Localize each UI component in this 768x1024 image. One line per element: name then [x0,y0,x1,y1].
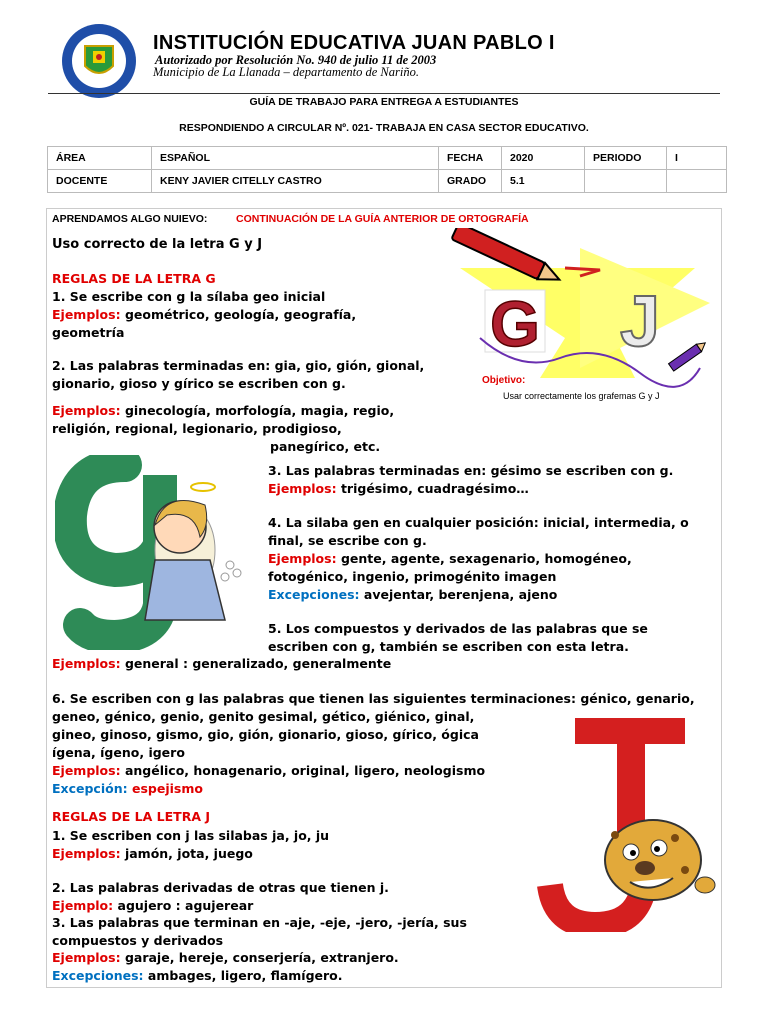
examples-label: Ejemplos: [268,551,337,566]
examples-label: Ejemplos: [52,656,121,671]
rule-g4-examples-cont: fotogénico, ingenio, primogénito imagen [268,569,557,584]
rule-g6: 6. Se escriben con g las palabras que tienen las siguientes terminaciones: génico, genario, [52,691,695,706]
intro-value: CONTINUACIÓN DE LA GUÍA ANTERIOR DE ORTOGRAFÍA [236,213,529,225]
table-row [48,147,727,170]
rule-g5-examples: general : generalizado, generalmente [124,656,392,671]
header-divider [48,93,720,94]
table-cell: 2020 [502,147,585,170]
exceptions-label: Excepciones: [268,587,360,602]
exception-label: Excepción: [52,781,128,796]
examples-label: Ejemplos: [52,307,121,322]
rule-g6-cont1: geneo, génico, genio, genito gesimal, gético, giénico, ginal, [52,709,475,724]
table-row [48,170,727,193]
letter-j-jaguar-illustration [535,710,720,932]
guide-title: GUÍA DE TRABAJO PARA ENTREGA A ESTUDIANTES [249,96,519,108]
authorization-line: Autorizado por Resolución No. 940 de julio 11 de 2003 [155,53,437,67]
rule-g3: 3. Las palabras terminadas en: gésimo se escriben con g. [268,463,674,478]
table-cell: ESPAÑOL [152,147,439,170]
info-table [47,146,727,193]
rule-j1: 1. Se escriben con j las silabas ja, jo, ju [52,828,330,843]
rule-g5-cont: escriben con g, también se escriben con esta letra. [268,639,629,654]
rule-j3-examples: garaje, hereje, conserjería, extranjero. [124,950,399,965]
rule-g4-examples: gente, agente, sexagenario, homogéneo, [340,551,632,566]
location-line: Municipio de La Llanada – departamento de Nariño. [153,65,419,79]
rule-g4-exceptions: avejentar, berenjena, ajeno [363,587,558,602]
exceptions-label: Excepciones: [52,968,144,983]
examples-label: Ejemplos: [52,403,121,418]
examples-label: Ejemplos: [52,763,121,778]
examples-label: Ejemplos: [52,950,121,965]
rule-g3-examples: trigésimo, cuadragésimo… [340,481,529,496]
rule-g4-cont: final, se escribe con g. [268,533,427,548]
rule-g5: 5. Los compuestos y derivados de las palabras que se [268,621,648,636]
rule-g6-examples: angélico, honagenario, original, ligero, neologismo [124,763,486,778]
letter-j-graphic: J [619,282,661,362]
rule-j2-example: agujero : agujerear [117,898,254,913]
rule-j1-examples: jamón, jota, juego [124,846,253,861]
examples-label: Ejemplos: [268,481,337,496]
rule-g1-examples-cont: geometría [52,325,125,340]
rule-g6-exception: espejismo [131,781,203,796]
intro-label: APRENDAMOS ALGO NUIEVO: [52,213,208,225]
rule-j3: 3. Las palabras que terminan en -aje, -eje, -jero, -jería, sus [52,915,467,930]
table-cell: ÁREA [48,147,152,170]
table-cell [585,170,667,193]
objective-text: Usar correctamente los grafemas G y J [503,391,660,401]
circular-line: RESPONDIENDO A CIRCULAR Nº. 021- TRABAJA EN CASA SECTOR EDUCATIVO. [179,122,589,134]
rules-g-title: REGLAS DE LA LETRA G [52,271,216,286]
table-cell: 5.1 [502,170,585,193]
rule-g2-examples-end: panegírico, etc. [270,439,381,454]
school-logo [60,22,138,100]
rule-g2: 2. Las palabras terminadas en: gia, gio, gión, gional, [52,358,425,373]
letter-g-angel-illustration [55,455,265,650]
rule-j3-exceptions: ambages, ligero, flamígero. [147,968,343,983]
rule-g6-cont3: ígena, ígeno, igero [52,745,185,760]
rule-g2-examples-cont: religión, regional, legionario, prodigioso, [52,421,342,436]
objective-label: Objetivo: [482,375,526,386]
rule-g6-cont2: gineo, ginoso, gismo, gio, gión, gionario, gioso, gírico, ógica [52,727,479,742]
rule-g1-examples: geométrico, geología, geografía, [124,307,357,322]
table-cell: KENY JAVIER CITELLY CASTRO [152,170,439,193]
rule-j2: 2. Las palabras derivadas de otras que tienen j. [52,880,389,895]
table-cell: DOCENTE [48,170,152,193]
table-cell: I [667,147,727,170]
examples-label: Ejemplos: [52,846,121,861]
rule-g2-cont: gionario, gioso y gírico se escriben con g. [52,376,346,391]
table-cell: GRADO [439,170,502,193]
rule-g1: 1. Se escribe con g la sílaba geo inicial [52,289,326,304]
page-heading: Uso correcto de la letra G y J [52,237,263,252]
letter-g-graphic: G [490,288,540,360]
rule-j3-cont: compuestos y derivados [52,933,224,948]
rules-j-title: REGLAS DE LA LETRA J [52,809,211,824]
rule-g2-examples: ginecología, morfología, magia, regio, [124,403,395,418]
table-cell [667,170,727,193]
rule-g4: 4. La silaba gen en cualquier posición: inicial, intermedia, o [268,515,689,530]
table-cell: PERIODO [585,147,667,170]
table-cell: FECHA [439,147,502,170]
school-name: INSTITUCIÓN EDUCATIVA JUAN PABLO I [153,32,555,54]
example-label: Ejemplo: [52,898,114,913]
